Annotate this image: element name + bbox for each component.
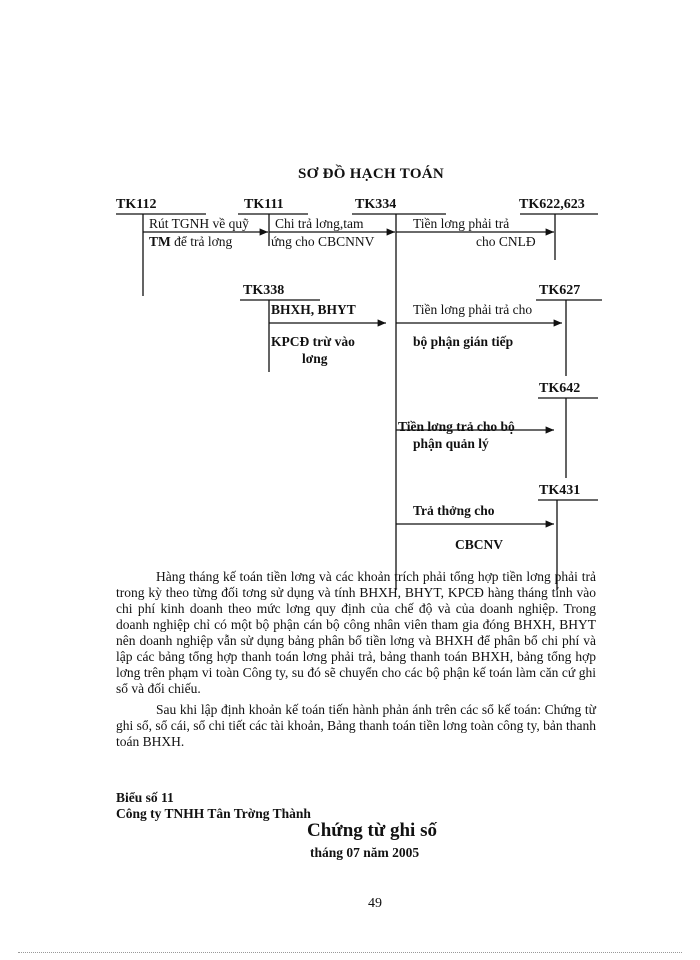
label-kpcd: KPCĐ trừ vào <box>271 334 355 349</box>
account-tk111: TK111 <box>244 197 284 212</box>
page-number: 49 <box>368 896 382 911</box>
account-tk338: TK338 <box>243 283 285 298</box>
label-kpcd-2: lơng <box>302 351 328 366</box>
form-month: tháng 07 năm 2005 <box>310 845 420 860</box>
account-tk334: TK334 <box>355 197 397 212</box>
account-tk627: TK627 <box>539 283 581 298</box>
body-paragraph-1: Hàng tháng kế toán tiền lơng và các khoản trích phải tổng hợp tiền lơng phải trả trong kỳ theo từng đối tơng sử dụng và tính BHXH, BHYT, KPCĐ hàng tháng tính vào chi phí kinh doanh theo mức lơng quy định của chế độ và của doanh nghiệp. Trong doanh nghiệp chỉ có một bộ phận cán bộ công nhân viên tham gia đóng BHXH, BHYT nên doanh nghiệp vẫn sử dụng bảng phân bổ tiền lơng và BHXH để phân bổ chi phí và lập các bảng tổng hợp thanh toán lơng phải trả, bảng thanh toán BHXH, bảng tổng hợp lơng trên phạm vi toàn Công ty, su đó sẽ chuyển cho các bộ phận kế toán làm căn cứ ghi sổ và đối chiếu. <box>116 569 596 696</box>
form-title: Chứng từ ghi số <box>307 820 437 841</box>
bieu-so-label: Biểu số 11 <box>116 790 174 805</box>
label-chi-tra-2: ứng cho CBCNNV <box>271 234 375 249</box>
account-tk622: TK622,623 <box>519 197 585 212</box>
account-tk431: TK431 <box>539 483 581 498</box>
bottom-divider <box>18 952 682 953</box>
company-name: Công ty TNHH Tân Trờng Thành <box>116 806 311 821</box>
label-tl-627: Tiền lơng phải trả cho <box>413 302 533 317</box>
label-tl-622: Tiền lơng phải trả <box>413 216 510 231</box>
label-tra-thuong-2: CBCNV <box>455 537 504 552</box>
label-rut-tgnh-2: TM để trả lơng <box>149 234 233 249</box>
label-rut-tgnh: Rút TGNH về quỹ <box>149 216 249 231</box>
label-tl-622-2: cho CNLĐ <box>476 234 536 249</box>
label-tl-627-2: bộ phận gián tiếp <box>413 334 514 349</box>
label-bhxh: BHXH, BHYT <box>271 302 356 317</box>
diagram-title: SƠ ĐỒ HẠCH TOÁN <box>298 166 445 182</box>
label-tl-642-2: phận quản lý <box>413 436 489 451</box>
body-paragraph-2: Sau khi lập định khoản kế toán tiến hành phản ánh trên các sổ kế toán: Chứng từ ghi sổ, sổ cái, sổ chi tiết các tài khoản, Bảng thanh toán tiền lơng toàn công ty, bản thanh toán BHXH. <box>116 702 596 749</box>
account-tk642: TK642 <box>539 381 581 396</box>
account-tk112: TK112 <box>116 197 157 212</box>
label-tra-thuong: Trả thởng cho <box>413 503 495 518</box>
label-chi-tra: Chi trả lơng,tam <box>275 216 364 231</box>
label-tl-642: Tiền lơng trả cho bộ <box>398 419 515 434</box>
